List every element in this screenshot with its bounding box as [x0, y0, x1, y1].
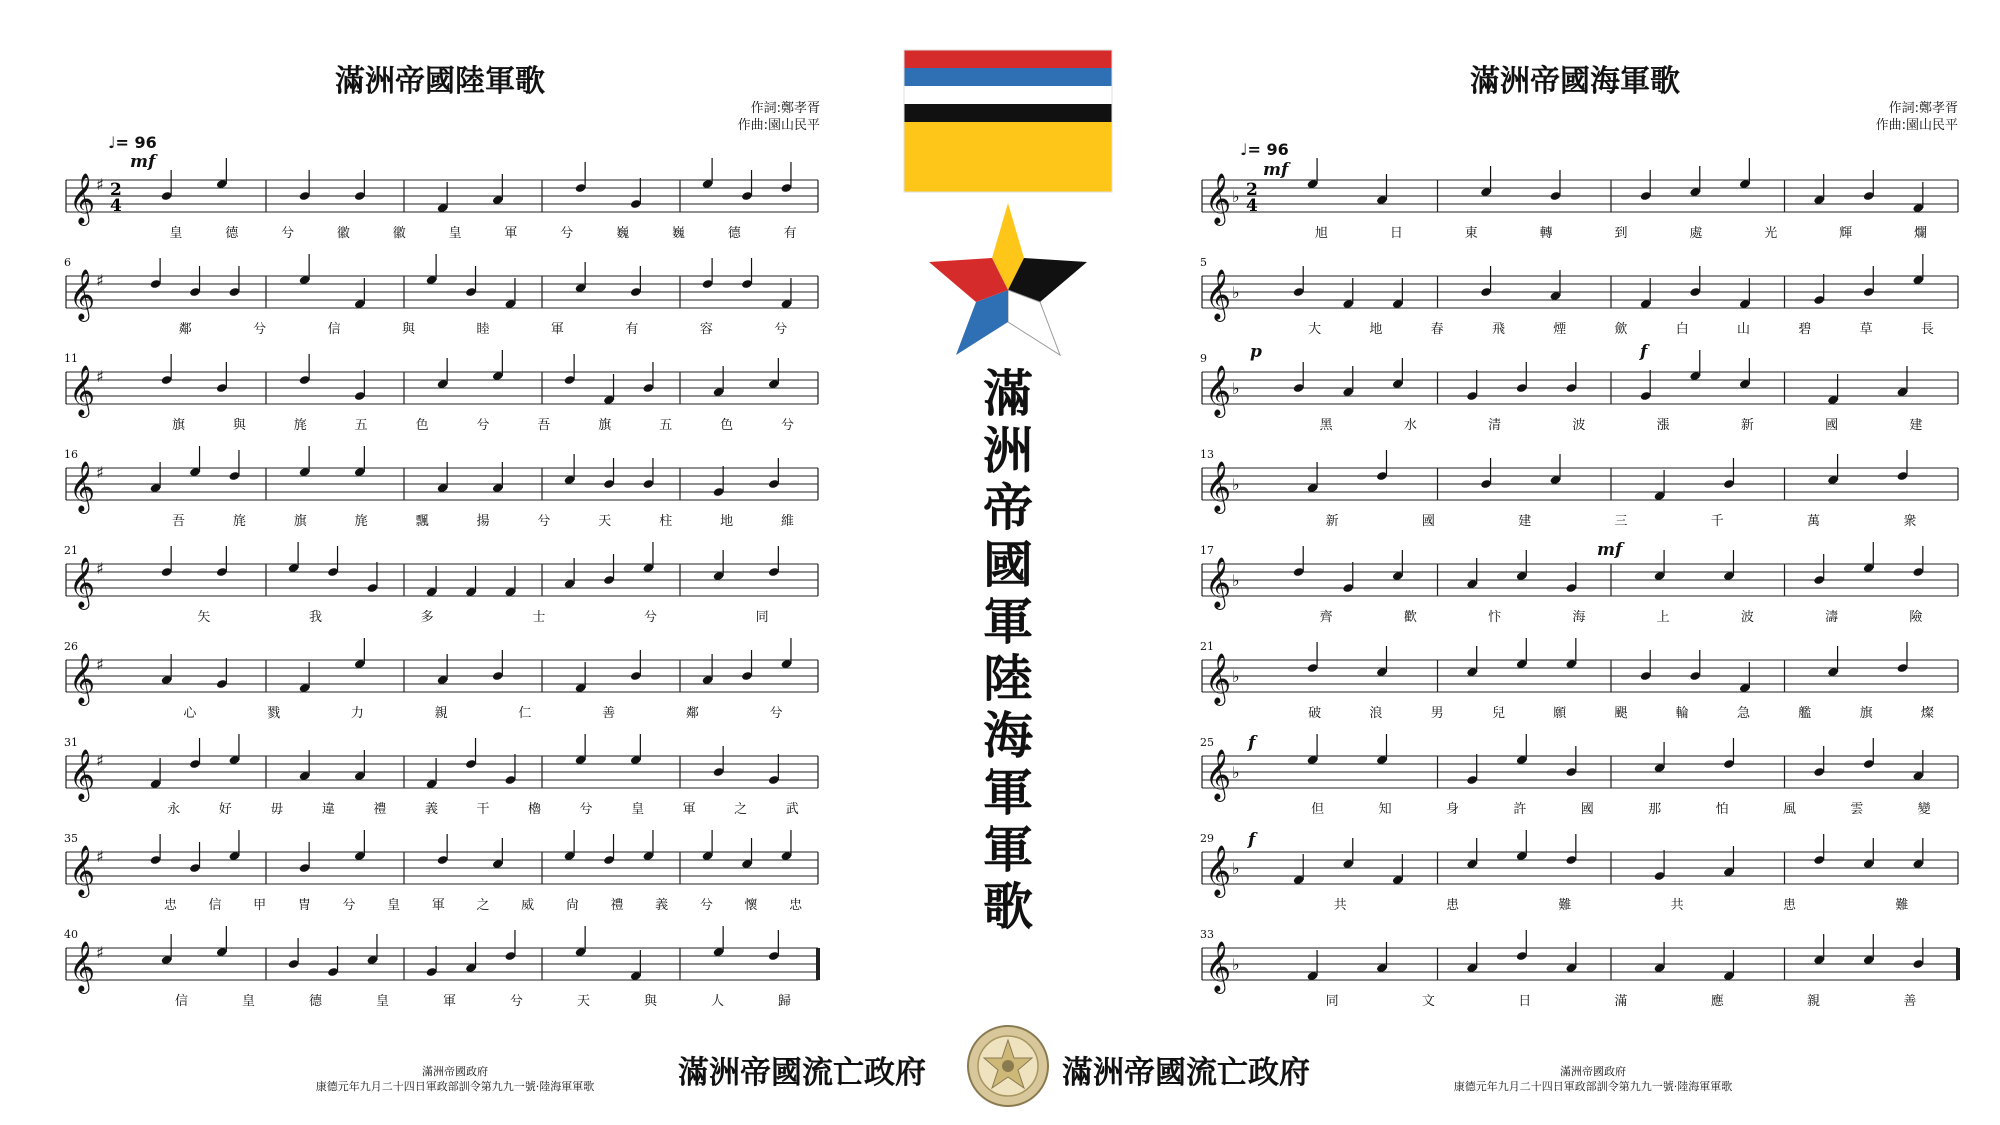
lyric-syllable: 違	[321, 802, 335, 817]
lyric-syllable: 新	[1740, 418, 1754, 433]
measure-number: 16	[64, 448, 78, 461]
treble-clef-icon: 𝄞	[1205, 557, 1232, 608]
lyric-syllable: 海	[1572, 610, 1586, 625]
vertical-title-char: 陸	[983, 649, 1033, 708]
lyric-syllable: 兮	[476, 418, 490, 433]
lyric-syllable: 三	[1614, 514, 1628, 529]
lyric-syllable: 力	[350, 706, 364, 721]
lyric-syllable: 信	[174, 994, 189, 1009]
flat-key-icon: ♭	[1232, 187, 1240, 206]
lyric-syllable: 濤	[1825, 610, 1839, 625]
lyric-syllable: 願	[1553, 706, 1567, 721]
lyric-syllable: 黑	[1319, 418, 1333, 433]
lyric-syllable: 患	[1445, 898, 1460, 913]
footer-left-banner: 滿洲帝國流亡政府	[678, 1055, 926, 1091]
lyric-syllable: 萬	[1807, 514, 1821, 529]
lyric-syllable: 我	[308, 610, 323, 625]
flat-key-icon: ♭	[1232, 667, 1240, 686]
left-footer-line1: 滿洲帝國政府	[422, 1065, 488, 1078]
treble-clef-icon: 𝄞	[1205, 269, 1232, 320]
lyric-syllable: 皇	[241, 994, 256, 1009]
right-tempo-value: = 96	[1247, 140, 1289, 159]
treble-clef-icon: 𝄞	[69, 557, 96, 608]
lyric-syllable: 清	[1488, 418, 1502, 433]
lyric-syllable: 人	[710, 994, 725, 1009]
orchid-crest-icon	[968, 1026, 1048, 1106]
lyric-syllable: 許	[1513, 802, 1527, 817]
lyric-syllable: 難	[1558, 898, 1572, 913]
lyric-syllable: 睦	[476, 322, 490, 337]
lyric-syllable: 雲	[1850, 802, 1864, 817]
lyric-syllable: 有	[783, 226, 797, 241]
sharp-key-icon: ♯	[96, 559, 104, 578]
lyric-syllable: 五	[354, 418, 368, 433]
lyric-syllable: 皇	[448, 226, 462, 241]
lyric-syllable: 兮	[643, 610, 658, 625]
measure-number: 21	[1200, 640, 1214, 653]
lyric-syllable: 旄	[232, 514, 246, 529]
lyric-syllable: 五	[659, 418, 673, 433]
lyric-syllable: 變	[1917, 802, 1931, 817]
quarter-note-icon: ♩	[1240, 140, 1248, 159]
treble-clef-icon: 𝄞	[1205, 749, 1232, 800]
vertical-title-char: 洲	[983, 421, 1033, 480]
lyric-syllable: 德	[727, 226, 741, 241]
measure-number: 29	[1200, 832, 1214, 845]
lyric-syllable: 櫓	[528, 802, 542, 817]
lyric-syllable: 地	[720, 514, 734, 529]
lyric-syllable: 旗	[293, 514, 307, 529]
lyric-syllable: 怕	[1715, 802, 1729, 817]
lyric-syllable: 輪	[1675, 706, 1689, 721]
lyric-syllable: 飄	[415, 514, 429, 529]
five-color-star-icon	[929, 203, 1087, 355]
lyric-syllable: 有	[625, 322, 639, 337]
lyric-syllable: 爛	[1914, 226, 1928, 241]
sharp-key-icon: ♯	[96, 367, 104, 386]
treble-clef-icon: 𝄞	[69, 461, 96, 512]
measure-number: 26	[64, 640, 78, 653]
lyric-syllable: 歛	[1614, 322, 1628, 337]
treble-clef-icon: 𝄞	[69, 845, 96, 896]
lyric-syllable: 艦	[1798, 706, 1812, 721]
vertical-title-char: 歌	[983, 877, 1033, 936]
treble-clef-icon: 𝄞	[1205, 365, 1232, 416]
right-dynamic-mf: mf	[1263, 160, 1289, 180]
lyric-syllable: 兮	[509, 994, 524, 1009]
lyric-syllable: 巍	[671, 226, 685, 241]
measure-number: 31	[64, 736, 78, 749]
lyric-syllable: 吾	[537, 418, 551, 433]
lyric-syllable: 漲	[1656, 418, 1670, 433]
time-signature-bottom: 4	[1246, 196, 1258, 216]
left-composer: 作曲:園山民平	[737, 118, 820, 133]
lyric-syllable: 巍	[616, 226, 630, 241]
lyric-syllable: 德	[308, 994, 323, 1009]
sharp-key-icon: ♯	[96, 847, 104, 866]
lyric-syllable: 草	[1859, 322, 1873, 337]
vertical-title-char: 軍	[983, 763, 1033, 822]
treble-clef-icon: 𝄞	[1205, 845, 1232, 896]
lyric-syllable: 干	[476, 802, 490, 817]
lyric-syllable: 容	[699, 322, 713, 337]
time-signature-bottom: 4	[110, 196, 122, 216]
lyric-syllable: 知	[1378, 802, 1392, 817]
lyric-syllable: 仁	[518, 706, 532, 721]
lyric-syllable: 兮	[769, 706, 783, 721]
lyric-syllable: 日	[1389, 226, 1403, 241]
vertical-title-char: 軍	[983, 820, 1033, 879]
lyric-syllable: 兮	[342, 898, 356, 913]
lyric-syllable: 難	[1895, 898, 1909, 913]
lyric-syllable: 信	[208, 898, 222, 913]
lyric-syllable: 險	[1909, 610, 1923, 625]
lyric-syllable: 與	[232, 418, 246, 433]
lyric-syllable: 善	[1903, 994, 1917, 1009]
lyric-syllable: 同	[1325, 994, 1339, 1009]
vertical-title-char: 海	[983, 706, 1033, 765]
lyric-syllable: 燦	[1920, 706, 1934, 721]
flat-key-icon: ♭	[1232, 571, 1240, 590]
flat-key-icon: ♭	[1232, 475, 1240, 494]
lyric-syllable: 兮	[699, 898, 713, 913]
lyric-syllable: 兒	[1491, 706, 1505, 721]
manchukuo-flag-icon	[904, 50, 1112, 192]
lyric-syllable: 天	[598, 514, 612, 529]
treble-clef-icon: 𝄞	[69, 653, 96, 704]
vertical-title-char: 滿	[983, 364, 1033, 423]
lyric-syllable: 吾	[171, 514, 185, 529]
lyric-syllable: 禮	[610, 898, 624, 913]
lyric-syllable: 國	[1421, 514, 1435, 529]
lyric-syllable: 善	[602, 706, 616, 721]
lyric-syllable: 颶	[1614, 706, 1628, 721]
lyric-syllable: 處	[1689, 226, 1703, 241]
lyric-syllable: 親	[1807, 994, 1821, 1009]
lyric-syllable: 風	[1782, 802, 1797, 817]
lyric-syllable: 忠	[789, 898, 803, 913]
vertical-title	[963, 365, 1053, 935]
lyric-syllable: 軍	[504, 226, 518, 241]
measure-number: 35	[64, 832, 78, 845]
lyric-syllable: 歡	[1403, 610, 1417, 625]
lyric-syllable: 與	[643, 994, 658, 1009]
lyric-syllable: 揚	[476, 514, 490, 529]
lyric-syllable: 建	[1518, 514, 1532, 529]
lyric-syllable: 軍	[442, 994, 457, 1009]
lyric-syllable: 威	[521, 898, 535, 913]
flat-key-icon: ♭	[1232, 283, 1240, 302]
lyric-syllable: 應	[1710, 994, 1724, 1009]
lyric-syllable: 衆	[1903, 514, 1917, 529]
vertical-title-char: 國	[983, 535, 1033, 594]
measure-number: 40	[64, 928, 78, 941]
lyric-syllable: 波	[1740, 610, 1754, 625]
lyric-syllable: 禮	[373, 802, 387, 817]
lyric-syllable: 軍	[431, 898, 445, 913]
lyric-syllable: 軍	[682, 802, 696, 817]
lyric-syllable: 之	[734, 802, 748, 817]
time-signature-top: 2	[1246, 180, 1258, 200]
lyric-syllable: 皇	[387, 898, 401, 913]
right-dynamic-mf-2: mf	[1597, 540, 1623, 560]
measure-number: 11	[64, 352, 78, 365]
lyric-syllable: 士	[532, 610, 546, 625]
sharp-key-icon: ♯	[96, 655, 104, 674]
lyric-syllable: 浪	[1369, 706, 1383, 721]
lyric-syllable: 共	[1670, 898, 1684, 913]
lyric-syllable: 兮	[560, 226, 574, 241]
lyric-syllable: 日	[1518, 994, 1532, 1009]
lyric-syllable: 碧	[1798, 322, 1812, 337]
lyric-syllable: 徽	[336, 226, 350, 241]
lyric-syllable: 兮	[774, 322, 788, 337]
lyric-syllable: 好	[218, 802, 232, 817]
lyric-syllable: 皇	[631, 802, 645, 817]
lyric-syllable: 兮	[281, 226, 295, 241]
lyric-syllable: 永	[167, 802, 181, 817]
lyric-syllable: 春	[1430, 322, 1444, 337]
lyric-syllable: 飛	[1491, 322, 1505, 337]
lyric-syllable: 新	[1325, 514, 1339, 529]
treble-clef-icon: 𝄞	[1205, 461, 1232, 512]
lyric-syllable: 徽	[392, 226, 406, 241]
lyric-syllable: 光	[1764, 226, 1778, 241]
lyric-syllable: 柱	[659, 514, 673, 529]
lyric-syllable: 色	[415, 418, 429, 433]
sharp-key-icon: ♯	[96, 943, 104, 962]
treble-clef-icon: 𝄞	[69, 173, 96, 224]
footer-right-banner: 滿洲帝國流亡政府	[1062, 1055, 1310, 1091]
lyric-syllable: 鄰	[685, 706, 699, 721]
measure-number: 21	[64, 544, 78, 557]
lyric-syllable: 身	[1445, 802, 1460, 817]
vertical-title-char: 帝	[983, 478, 1033, 537]
lyric-syllable: 心	[183, 706, 197, 721]
lyric-syllable: 大	[1308, 322, 1322, 337]
lyric-syllable: 信	[327, 322, 341, 337]
left-song-title: 滿洲帝國陸軍歌	[335, 64, 545, 99]
lyric-syllable: 轉	[1539, 226, 1553, 241]
lyric-syllable: 旄	[293, 418, 307, 433]
lyric-syllable: 與	[402, 322, 416, 337]
lyric-syllable: 滿	[1614, 994, 1628, 1009]
measure-number: 17	[1200, 544, 1214, 557]
measure-number: 13	[1200, 448, 1214, 461]
lyric-syllable: 到	[1614, 226, 1628, 241]
lyric-syllable: 建	[1909, 418, 1923, 433]
lyric-syllable: 千	[1710, 514, 1724, 529]
lyric-syllable: 兮	[781, 418, 795, 433]
lyric-syllable: 急	[1737, 706, 1751, 721]
treble-clef-icon: 𝄞	[1205, 653, 1232, 704]
measure-number: 9	[1200, 352, 1207, 365]
measure-number: 33	[1200, 928, 1214, 941]
left-lyricist: 作詞:鄭孝胥	[750, 101, 820, 116]
lyric-syllable: 冑	[297, 898, 311, 913]
lyric-syllable: 破	[1308, 706, 1322, 721]
lyric-syllable: 輝	[1839, 226, 1853, 241]
lyric-syllable: 義	[424, 802, 438, 817]
lyric-syllable: 文	[1421, 994, 1435, 1009]
measure-number: 5	[1200, 256, 1207, 269]
treble-clef-icon: 𝄞	[1205, 173, 1232, 224]
sharp-key-icon: ♯	[96, 175, 104, 194]
lyric-syllable: 鄰	[178, 322, 192, 337]
right-composer: 作曲:園山民平	[1875, 118, 1958, 133]
treble-clef-icon: 𝄞	[69, 269, 96, 320]
flat-key-icon: ♭	[1232, 379, 1240, 398]
lyric-syllable: 山	[1737, 322, 1751, 337]
lyric-syllable: 波	[1572, 418, 1586, 433]
right-dynamic-f-2: f	[1248, 733, 1256, 753]
lyric-syllable: 旭	[1314, 226, 1328, 241]
lyric-syllable: 甲	[253, 898, 267, 913]
sharp-key-icon: ♯	[96, 463, 104, 482]
treble-clef-icon: 𝄞	[69, 941, 96, 992]
treble-clef-icon: 𝄞	[69, 365, 96, 416]
right-footer-line1: 滿洲帝國政府	[1560, 1065, 1626, 1078]
lyric-syllable: 懷	[744, 898, 758, 913]
left-footer-line2: 康德元年九月二十四日軍政部訓令第九九一號·陸海軍軍歌	[315, 1080, 595, 1093]
flat-key-icon: ♭	[1232, 955, 1240, 974]
lyric-syllable: 兮	[537, 514, 551, 529]
lyric-syllable: 同	[755, 610, 769, 625]
lyric-syllable: 但	[1311, 802, 1325, 817]
lyric-syllable: 皇	[375, 994, 390, 1009]
sharp-key-icon: ♯	[96, 271, 104, 290]
right-dynamic-p: p	[1250, 342, 1262, 362]
lyric-syllable: 之	[476, 898, 490, 913]
right-footer-line2: 康德元年九月二十四日軍政部訓令第九九一號·陸海軍軍歌	[1453, 1080, 1733, 1093]
lyric-syllable: 那	[1648, 802, 1662, 817]
left-dynamic-mf: mf	[130, 152, 156, 172]
lyric-syllable: 皇	[169, 226, 183, 241]
lyric-syllable: 患	[1782, 898, 1797, 913]
treble-clef-icon: 𝄞	[69, 749, 96, 800]
lyric-syllable: 歸	[777, 994, 792, 1009]
lyric-syllable: 矢	[197, 610, 211, 625]
lyric-syllable: 毋	[270, 802, 284, 817]
quarter-note-icon: ♩	[108, 133, 116, 152]
right-dynamic-f-3: f	[1248, 830, 1256, 850]
lyric-syllable: 多	[420, 610, 434, 625]
measure-number: 25	[1200, 736, 1214, 749]
lyric-syllable: 義	[655, 898, 669, 913]
sharp-key-icon: ♯	[96, 751, 104, 770]
lyric-syllable: 旗	[1859, 706, 1873, 721]
lyric-syllable: 忠	[163, 898, 177, 913]
lyric-syllable: 親	[434, 706, 448, 721]
lyric-syllable: 地	[1369, 322, 1383, 337]
lyric-syllable: 旗	[598, 418, 612, 433]
left-tempo-value: = 96	[115, 133, 157, 152]
lyric-syllable: 齊	[1319, 610, 1333, 625]
treble-clef-icon: 𝄞	[1205, 941, 1232, 992]
lyric-syllable: 白	[1675, 322, 1689, 337]
lyric-syllable: 長	[1920, 322, 1934, 337]
lyric-syllable: 兮	[579, 802, 593, 817]
lyric-syllable: 煙	[1553, 322, 1567, 337]
right-song-title: 滿洲帝國海軍歌	[1470, 64, 1680, 99]
lyric-syllable: 國	[1580, 802, 1594, 817]
measure-number: 6	[64, 256, 71, 269]
lyric-syllable: 忭	[1488, 610, 1502, 625]
flat-key-icon: ♭	[1232, 859, 1240, 878]
lyric-syllable: 尙	[565, 898, 579, 913]
lyric-syllable: 兮	[253, 322, 267, 337]
lyric-syllable: 色	[720, 418, 734, 433]
lyric-syllable: 旄	[354, 514, 368, 529]
lyric-syllable: 國	[1825, 418, 1839, 433]
lyric-syllable: 上	[1656, 610, 1670, 625]
lyric-syllable: 共	[1333, 898, 1347, 913]
lyric-syllable: 軍	[550, 322, 564, 337]
lyric-syllable: 戮	[267, 706, 281, 721]
lyric-syllable: 水	[1403, 418, 1417, 433]
right-dynamic-f: f	[1640, 342, 1648, 362]
time-signature-top: 2	[110, 180, 122, 200]
lyric-syllable: 維	[781, 514, 795, 529]
lyric-syllable: 武	[785, 802, 799, 817]
vertical-title-char: 軍	[983, 592, 1033, 651]
lyric-syllable: 東	[1464, 226, 1478, 241]
flat-key-icon: ♭	[1232, 763, 1240, 782]
lyric-syllable: 旗	[171, 418, 185, 433]
right-lyricist: 作詞:鄭孝胥	[1888, 101, 1958, 116]
lyric-syllable: 天	[576, 994, 591, 1009]
lyric-syllable: 男	[1430, 706, 1444, 721]
lyric-syllable: 德	[225, 226, 239, 241]
